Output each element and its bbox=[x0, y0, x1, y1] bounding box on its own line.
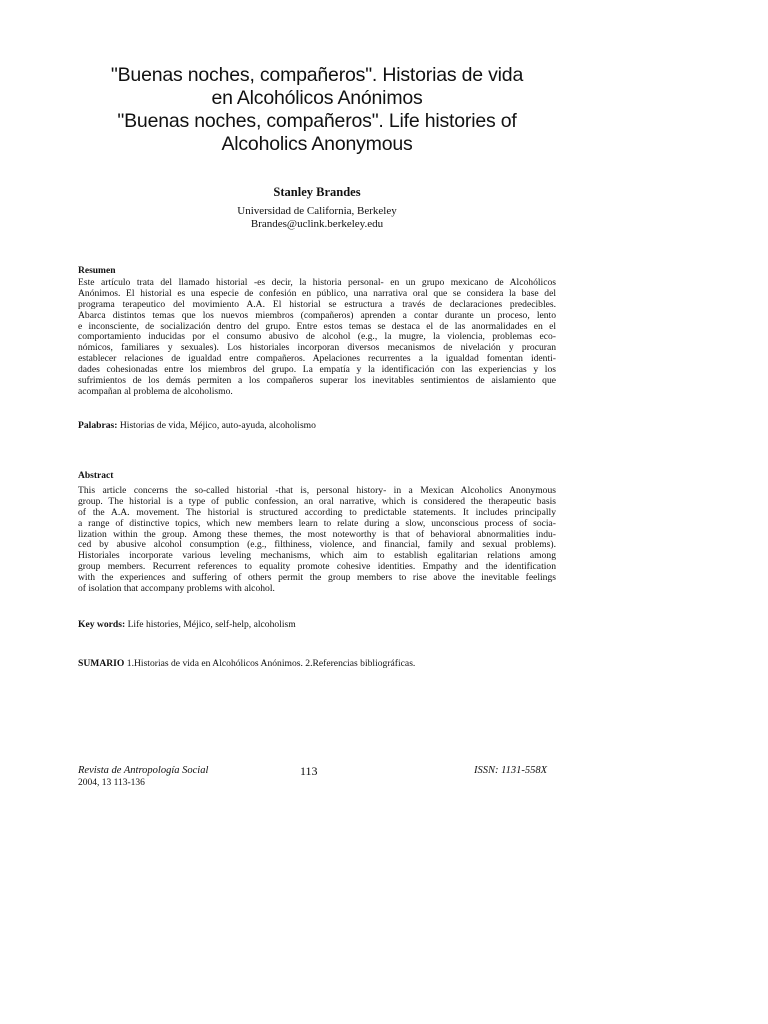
sumario bbox=[78, 658, 556, 669]
sumario-text: 1.Historias de vida en Alcohólicos Anónimos. 2.Referencias bibliográficas. bbox=[124, 658, 416, 669]
title-line: Alcoholics Anonymous bbox=[221, 133, 413, 155]
issn: ISSN: 1131-558X bbox=[474, 765, 548, 776]
resumen-line: Este artículo trata del llamado historial -es decir, la historia personal- en un grupo mexicano de Alcohólicos bbox=[78, 278, 556, 288]
abstract-line: a range of distinctive topics, which new members learn to relate during a slow, unconscious process of socia- bbox=[78, 518, 556, 529]
key-words-text: Life histories, Méjico, self-help, alcoholism bbox=[125, 619, 296, 630]
key-words bbox=[78, 619, 556, 630]
resumen-line: dades cohesionadas entre los miembros del grupo. La empatía y la identificación con las experiencias y los bbox=[78, 365, 556, 376]
key-words-label: Key words: bbox=[78, 619, 126, 630]
resumen-line: e inconsciente, de socialización dentro del grupo. Entre estos temas se destaca el de las anormalidades en el bbox=[78, 321, 556, 332]
author-affiliation-block bbox=[78, 205, 556, 231]
page-number: 113 bbox=[300, 764, 318, 778]
title-line: "Buenas noches, compañeros". Historias de vida bbox=[110, 64, 524, 86]
title-line: "Buenas noches, compañeros". Life histories of bbox=[117, 110, 517, 132]
resumen-heading: Resumen bbox=[78, 266, 116, 276]
resumen-line: sufrimientos de los demás permiten a los compañeros superar los inevitables sentimientos de aislamiento que bbox=[78, 376, 556, 387]
resumen-line: Anónimos. El historial es una especie de confesión en público, una narrativa oral que se considera la base del bbox=[78, 288, 556, 299]
resumen-line: acompañan al problema de alcoholismo. bbox=[78, 385, 233, 397]
resumen-line: programa terapeutico del movimiento A.A. El historial se estructura a través de declaraciones predecibles. bbox=[78, 299, 556, 310]
journal-name: Revista de Antropología Social bbox=[78, 765, 209, 776]
abstract-line: Historiales incorporate various leveling mechanisms, which aim to establish egalitarian relations among bbox=[78, 551, 556, 562]
resumen-line: establecer relaciones de igualdad entre compañeros. Apelaciones recurrentes a la igualdad fomentan identi- bbox=[78, 354, 556, 365]
abstract-line: This article concerns the so-called historial -that is, personal history- in a Mexican Alcoholics Anonymous bbox=[78, 486, 556, 496]
abstract-line: with the experiences and suffering of others permit the group members to rise above the inevitable feelings bbox=[78, 573, 556, 584]
article-title bbox=[78, 64, 556, 156]
abstract-line: lization within the group. Among these themes, the most noteworthy is that of behavioral abnormalities indu- bbox=[78, 529, 556, 540]
abstract-line: of the A.A. movement. The historial is structured according to predictable statements. It includes principally bbox=[78, 507, 556, 518]
resumen-line: nómicos, familiares y sexuales). Los historiales incorporan diversos mecanismos de nivelación y procuran bbox=[78, 343, 556, 354]
palabras-clave bbox=[78, 420, 556, 431]
author-email: Brandes@uclink.berkeley.edu bbox=[250, 218, 384, 230]
palabras-text: Historias de vida, Méjico, auto-ayuda, alcoholismo bbox=[117, 420, 316, 431]
resumen-line: comportamiento inducidas por el consumo abusivo de alcohol (e.g., la mugre, la violencia, problemas eco- bbox=[78, 332, 556, 343]
abstract-line: group members. Recurrent references to equality promote cohesive identities. Empathy and the identification bbox=[78, 562, 556, 573]
author-affiliation: Universidad de California, Berkeley bbox=[237, 205, 397, 217]
title-line: en Alcohólicos Anónimos bbox=[211, 87, 423, 109]
sumario-label: SUMARIO bbox=[78, 658, 125, 669]
abstract-heading: Abstract bbox=[78, 471, 114, 481]
abstract-line: of isolation that accompany problems with alcohol. bbox=[78, 583, 275, 595]
resumen-line: Abarca distintos temas que los nuevos miembros (compañeros) aprenden a contar durante un proceso, lento bbox=[78, 310, 556, 321]
abstract-line: group. The historial is a type of public confession, an oral narrative, which is considered the therapeutic basis bbox=[78, 496, 556, 507]
palabras-label: Palabras: bbox=[78, 420, 118, 431]
abstract-body bbox=[78, 486, 556, 595]
author-name: Stanley Brandes bbox=[273, 185, 361, 199]
volume-pages: 2004, 13 113-136 bbox=[78, 778, 145, 788]
abstract-line: ced by abusive alcohol consumption (e.g., filthiness, violence, and financial, family and sexual problems). bbox=[78, 540, 556, 551]
resumen-body bbox=[78, 278, 556, 398]
